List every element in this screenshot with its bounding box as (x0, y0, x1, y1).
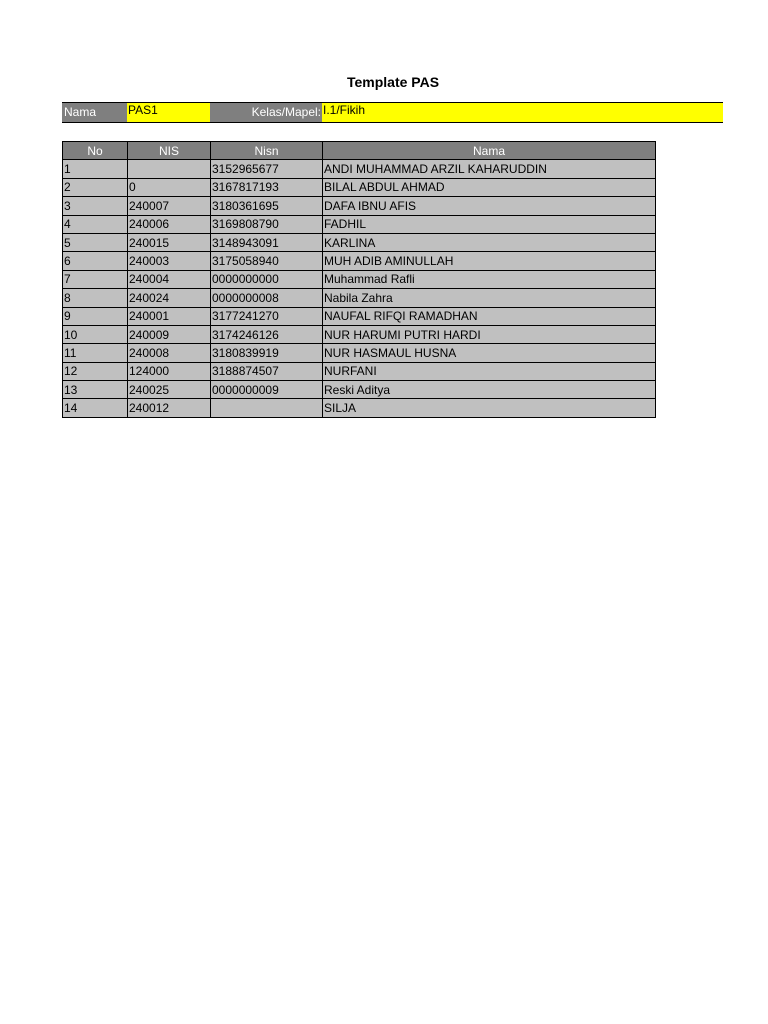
nisn-cell[interactable]: 3180361695 (211, 197, 323, 215)
table-row (63, 233, 656, 251)
nis-cell[interactable]: 240007 (128, 197, 211, 215)
nisn-cell[interactable]: 3177241270 (211, 307, 323, 325)
nis-cell[interactable]: 240024 (128, 289, 211, 307)
nama-cell[interactable]: Reski Aditya (323, 381, 656, 399)
nis-cell[interactable]: 240008 (128, 344, 211, 362)
no-cell[interactable]: 12 (63, 362, 128, 380)
no-cell[interactable]: 3 (63, 197, 128, 215)
nisn-cell[interactable]: 3152965677 (211, 160, 323, 178)
table-row (63, 381, 656, 399)
nis-cell[interactable]: 240004 (128, 270, 211, 288)
nisn-cell[interactable]: 3188874507 (211, 362, 323, 380)
nama-cell[interactable]: Nabila Zahra (323, 289, 656, 307)
table-row (63, 289, 656, 307)
nisn-cell[interactable]: 3148943091 (211, 233, 323, 251)
nis-cell[interactable]: 240012 (128, 399, 211, 417)
table-row (63, 307, 656, 325)
nis-cell[interactable]: 240009 (128, 325, 211, 343)
nis-cell[interactable] (128, 160, 211, 178)
nisn-cell[interactable]: 0000000008 (211, 289, 323, 307)
nama-cell[interactable]: NAUFAL RIFQI RAMADHAN (323, 307, 656, 325)
nisn-cell[interactable] (211, 399, 323, 417)
no-cell[interactable]: 14 (63, 399, 128, 417)
student-table (62, 141, 656, 418)
nis-cell[interactable]: 0 (128, 178, 211, 196)
nisn-cell[interactable]: 0000000009 (211, 381, 323, 399)
nis-cell[interactable]: 124000 (128, 362, 211, 380)
page-title: Template PAS (346, 74, 440, 90)
nama-cell[interactable]: NUR HASMAUL HUSNA (323, 344, 656, 362)
kelas-label: Kelas/Mapel: (210, 103, 322, 122)
no-cell[interactable]: 11 (63, 344, 128, 362)
nama-cell[interactable]: DAFA IBNU AFIS (323, 197, 656, 215)
nisn-cell[interactable]: 3175058940 (211, 252, 323, 270)
table-row (63, 215, 656, 233)
table-row (63, 362, 656, 380)
nisn-cell[interactable]: 3167817193 (211, 178, 323, 196)
nis-cell[interactable]: 240015 (128, 233, 211, 251)
nama-cell[interactable]: MUH ADIB AMINULLAH (323, 252, 656, 270)
nisn-cell[interactable]: 3174246126 (211, 325, 323, 343)
table-row (63, 160, 656, 178)
nama-cell[interactable]: NUR HARUMI PUTRI HARDI (323, 325, 656, 343)
column-header-nisn[interactable]: Nisn (211, 142, 323, 160)
info-row (62, 102, 723, 123)
column-header-nis[interactable]: NIS (128, 142, 211, 160)
nama-value-cell[interactable]: PAS1 (127, 103, 210, 122)
no-cell[interactable]: 8 (63, 289, 128, 307)
nisn-cell[interactable]: 0000000000 (211, 270, 323, 288)
table-row (63, 252, 656, 270)
no-cell[interactable]: 5 (63, 233, 128, 251)
nama-label: Nama (62, 103, 127, 122)
nama-cell[interactable]: KARLINA (323, 233, 656, 251)
nisn-cell[interactable]: 3180839919 (211, 344, 323, 362)
table-row (63, 344, 656, 362)
nama-cell[interactable]: Muhammad Rafli (323, 270, 656, 288)
nis-cell[interactable]: 240001 (128, 307, 211, 325)
kelas-value-cell[interactable]: I.1/Fikih (322, 103, 723, 122)
nis-cell[interactable]: 240025 (128, 381, 211, 399)
column-header-nama[interactable]: Nama (323, 142, 656, 160)
no-cell[interactable]: 4 (63, 215, 128, 233)
nama-cell[interactable]: ANDI MUHAMMAD ARZIL KAHARUDDIN (323, 160, 656, 178)
column-header-no[interactable]: No (63, 142, 128, 160)
no-cell[interactable]: 13 (63, 381, 128, 399)
no-cell[interactable]: 1 (63, 160, 128, 178)
table-row (63, 178, 656, 196)
nama-cell[interactable]: NURFANI (323, 362, 656, 380)
no-cell[interactable]: 9 (63, 307, 128, 325)
no-cell[interactable]: 7 (63, 270, 128, 288)
table-row (63, 325, 656, 343)
nis-cell[interactable]: 240003 (128, 252, 211, 270)
table-row (63, 270, 656, 288)
nama-cell[interactable]: BILAL ABDUL AHMAD (323, 178, 656, 196)
nis-cell[interactable]: 240006 (128, 215, 211, 233)
nama-cell[interactable]: FADHIL (323, 215, 656, 233)
no-cell[interactable]: 10 (63, 325, 128, 343)
nisn-cell[interactable]: 3169808790 (211, 215, 323, 233)
no-cell[interactable]: 2 (63, 178, 128, 196)
table-row (63, 399, 656, 417)
table-header-row (63, 142, 656, 160)
nama-cell[interactable]: SILJA (323, 399, 656, 417)
no-cell[interactable]: 6 (63, 252, 128, 270)
table-row (63, 197, 656, 215)
